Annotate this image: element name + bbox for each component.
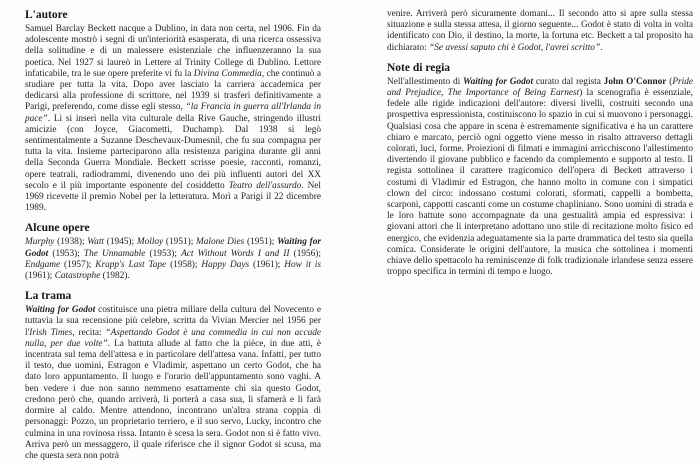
heading-l-autore: L'autore [25, 9, 68, 21]
text-run: “Aspettando Godot è una commedia in cui non accade nulla, per due volte” [25, 327, 322, 349]
text-run: (1961); [249, 259, 285, 270]
text-run: . Nel 1969 ricevette il premio Nobel per la letteratura. Morì a Parigi il 22 dicembre 1989. [25, 180, 322, 214]
paragraph-la-trama-continuation [387, 9, 693, 54]
heading-alcune-opere: Alcune opere [25, 222, 90, 235]
text-run: (1956); [289, 248, 321, 259]
paragraph-l-autore [25, 24, 321, 214]
text-run: (1958); [166, 259, 202, 270]
text-run: Malone Dies [196, 237, 245, 248]
text-run: Watt [87, 237, 104, 248]
heading-la-trama: La trama [25, 290, 72, 303]
section-la-trama [25, 290, 321, 462]
section-note-di-regia [387, 62, 693, 279]
text-run: Endgame [25, 259, 61, 270]
text-run: Waiting for Godot [25, 237, 321, 259]
text-run: Act Without Words I and II [181, 248, 290, 259]
text-run: ) la scenografia è essenziale, fedele alle rigide indicazioni dell'autore: diversi livelli, costruiti secondo una prospettiva espressionista, costituiscono lo spazio in cui si muovono i personaggi. Qualsiasi cosa che appare in scena è estremamente significativa e ha un carattere chiaro e marcato, perciò ogni oggetto viene messo in risalto attraverso dettagli colorati, luci, forme. Proiezioni di filmati e immagini arricchiscono l'allestimento divertendo il giovane pubblico e facendo da complemento e supporto al testo. Il regista sottolinea il carattere tragicomico dell'opera di Beckett attraverso i costumi di Vladimir ed Estragon, che hanno molto in comune con i simpatici clown del circo: indossano costumi colorati, sformati, cappelli a bombetta, scarponi, cappotti cascanti come un costume chapliniano. Sono uomini di strada e le loro battute sono accompagnate da una gestualità ampia ed espressiva: i giovani attori che li interpretano adottano uno stile di recitazione molto fisico ed energico, che evidenzia adeguatamente sia la parte drammatica del testo sia quella comica. Considerate le origini dell'autore, la musica che sottolinea i momenti chiave dello spettacolo ha reminiscenze di folk tradizionale irlandese senza essere troppo specifica in termini di tempo e luogo. [387, 88, 693, 278]
text-run: Pride and Prejudice, The Importance of Being Earnest [387, 76, 693, 99]
text-run: “Se avessi saputo chi è Godot, l'avrei scritto” [429, 42, 601, 53]
left-column [25, 9, 322, 461]
text-run: Waiting for Godot [463, 76, 534, 87]
text-run: How it is [284, 259, 321, 270]
text-run: (1951); [244, 237, 278, 248]
text-run: . Lì si inserì nella vita culturale della Rive Gauche, stringendo illustri amicizie (con Joyce, Giacometti, Duchamp). Dal 1938 si legò sentimentalmente a Suzanne Deschevaux-Dumesnil, che fu sua compagna per tutta la vita. Insieme parteciparono alla resistenza parigina durante gli anni della Seconda Guerra Mondiale. Beckett scrisse poesie, racconti, romanzi, opere teatrali, radiodrammi, divenendo uno dei più influenti autori del XX secolo e il più importante esponente del cosiddetto [25, 113, 321, 191]
text-run: John O'Connor [603, 76, 667, 87]
right-column [387, 9, 693, 444]
text-run: ( [666, 76, 673, 87]
paragraph-la-trama [25, 305, 321, 462]
text-run: Samuel Barclay Beckett nacque a Dublino, in data non certa, nel 1906. Fin da adolescente mostrò i segni di un'interiorità esasperata, di una ricerca ossessiva della solitudine e di un malessere esistenziale che influenzeranno la sua poetica. Nel 1927 si laureò in Lettere al Trinity College di Dublino. Lettore infaticabile, tra le sue opere preferite vi fu la [25, 24, 321, 79]
text-run: (1938); [54, 237, 88, 248]
text-run: . La battuta allude al fatto che la pièce, in due atti, è incentrata sul tema dell'attesa e in particolare dell'attesa vana. Infatti, per tutto il testo, due uomini, Estragon e Vladimir, aspettano un certo Godot, che ha dato loro appuntamento. Il luogo e l'orario dell'appuntamento sono vaghi. A ben vedere i due non sanno nemmeno esattamente chi sia questo Godot, credono però che, quando arriverà, li porterà a casa sua, li sfamerà e li farà dormire al caldo. Mentre attendono, incontrano un'altra strana coppia di personaggi: Pozzo, un proprietario terriero, e il suo servo, Lucky, incontro che culmina in una rovinosa rissa. Intanto è scesa la sera. Godot non si è fatto vivo. Arriva però un messaggero, il quale riferisce che il signor Godot si scusa, ma che questa sera non potrà [25, 338, 322, 461]
text-run: Nell'allestimento di [387, 76, 463, 87]
text-run: (1953); [48, 248, 84, 259]
text-run: Waiting for Godot [25, 305, 96, 316]
text-run: (1957); [60, 259, 96, 270]
text-run: The Unnamable [83, 248, 146, 259]
text-run: Krapp's Last Tape [95, 259, 167, 270]
text-run: (1961); [25, 271, 55, 282]
text-run: curato dal regista [533, 76, 604, 87]
text-run: (1951); [163, 237, 197, 248]
text-run: , recita: [72, 327, 106, 338]
section-alcune-opere [25, 222, 321, 282]
text-run: Happy Days [201, 259, 250, 270]
text-run: Divina Commedia [193, 68, 262, 79]
text-run: “la Francia in guerra all'Irlanda in pace” [25, 102, 321, 124]
text-run: venire. Arriverà però sicuramente domani... Il secondo atto si apre sulla stessa situazione e sulla stessa attesa, il giorno seguente... Godot è stato di volta in volta identificato con Dio, il destino, la morte, la fortuna etc. Beckett a tal proposito ha dichiarato: [387, 9, 693, 53]
heading-note-di-regia: Note di regia [387, 61, 451, 74]
text-run: Irish Times [29, 327, 73, 338]
section-l-autore [25, 9, 321, 214]
text-run: costituisce una pietra miliare della cultura del Novecento e tuttavia la sua recensione più celebre, scritta da Vivian Mercier nel 1956 per l' [25, 305, 321, 338]
paragraph-note-di-regia [387, 77, 693, 279]
paragraph-alcune-opere [25, 237, 321, 282]
text-run: (1945); [104, 237, 137, 248]
text-run: (1953); [145, 248, 182, 259]
text-run: . [600, 42, 603, 53]
text-run: (1982). [100, 271, 130, 282]
section-la-trama-continuation [387, 9, 693, 54]
text-run: Molloy [136, 237, 164, 248]
text-run: , che continuò a studiare per tutta la vita. Dopo aver lasciato la carriera accademica per dedicarsi alla professione di scrittore, nel 1939 si trasferì definitivamente a Parigi, preferendo, come disse egli stesso, [25, 68, 322, 113]
text-run: Murphy [25, 237, 55, 248]
text-run: Teatro dell'assurdo [228, 180, 302, 191]
text-run: Catastrophe [54, 271, 101, 282]
